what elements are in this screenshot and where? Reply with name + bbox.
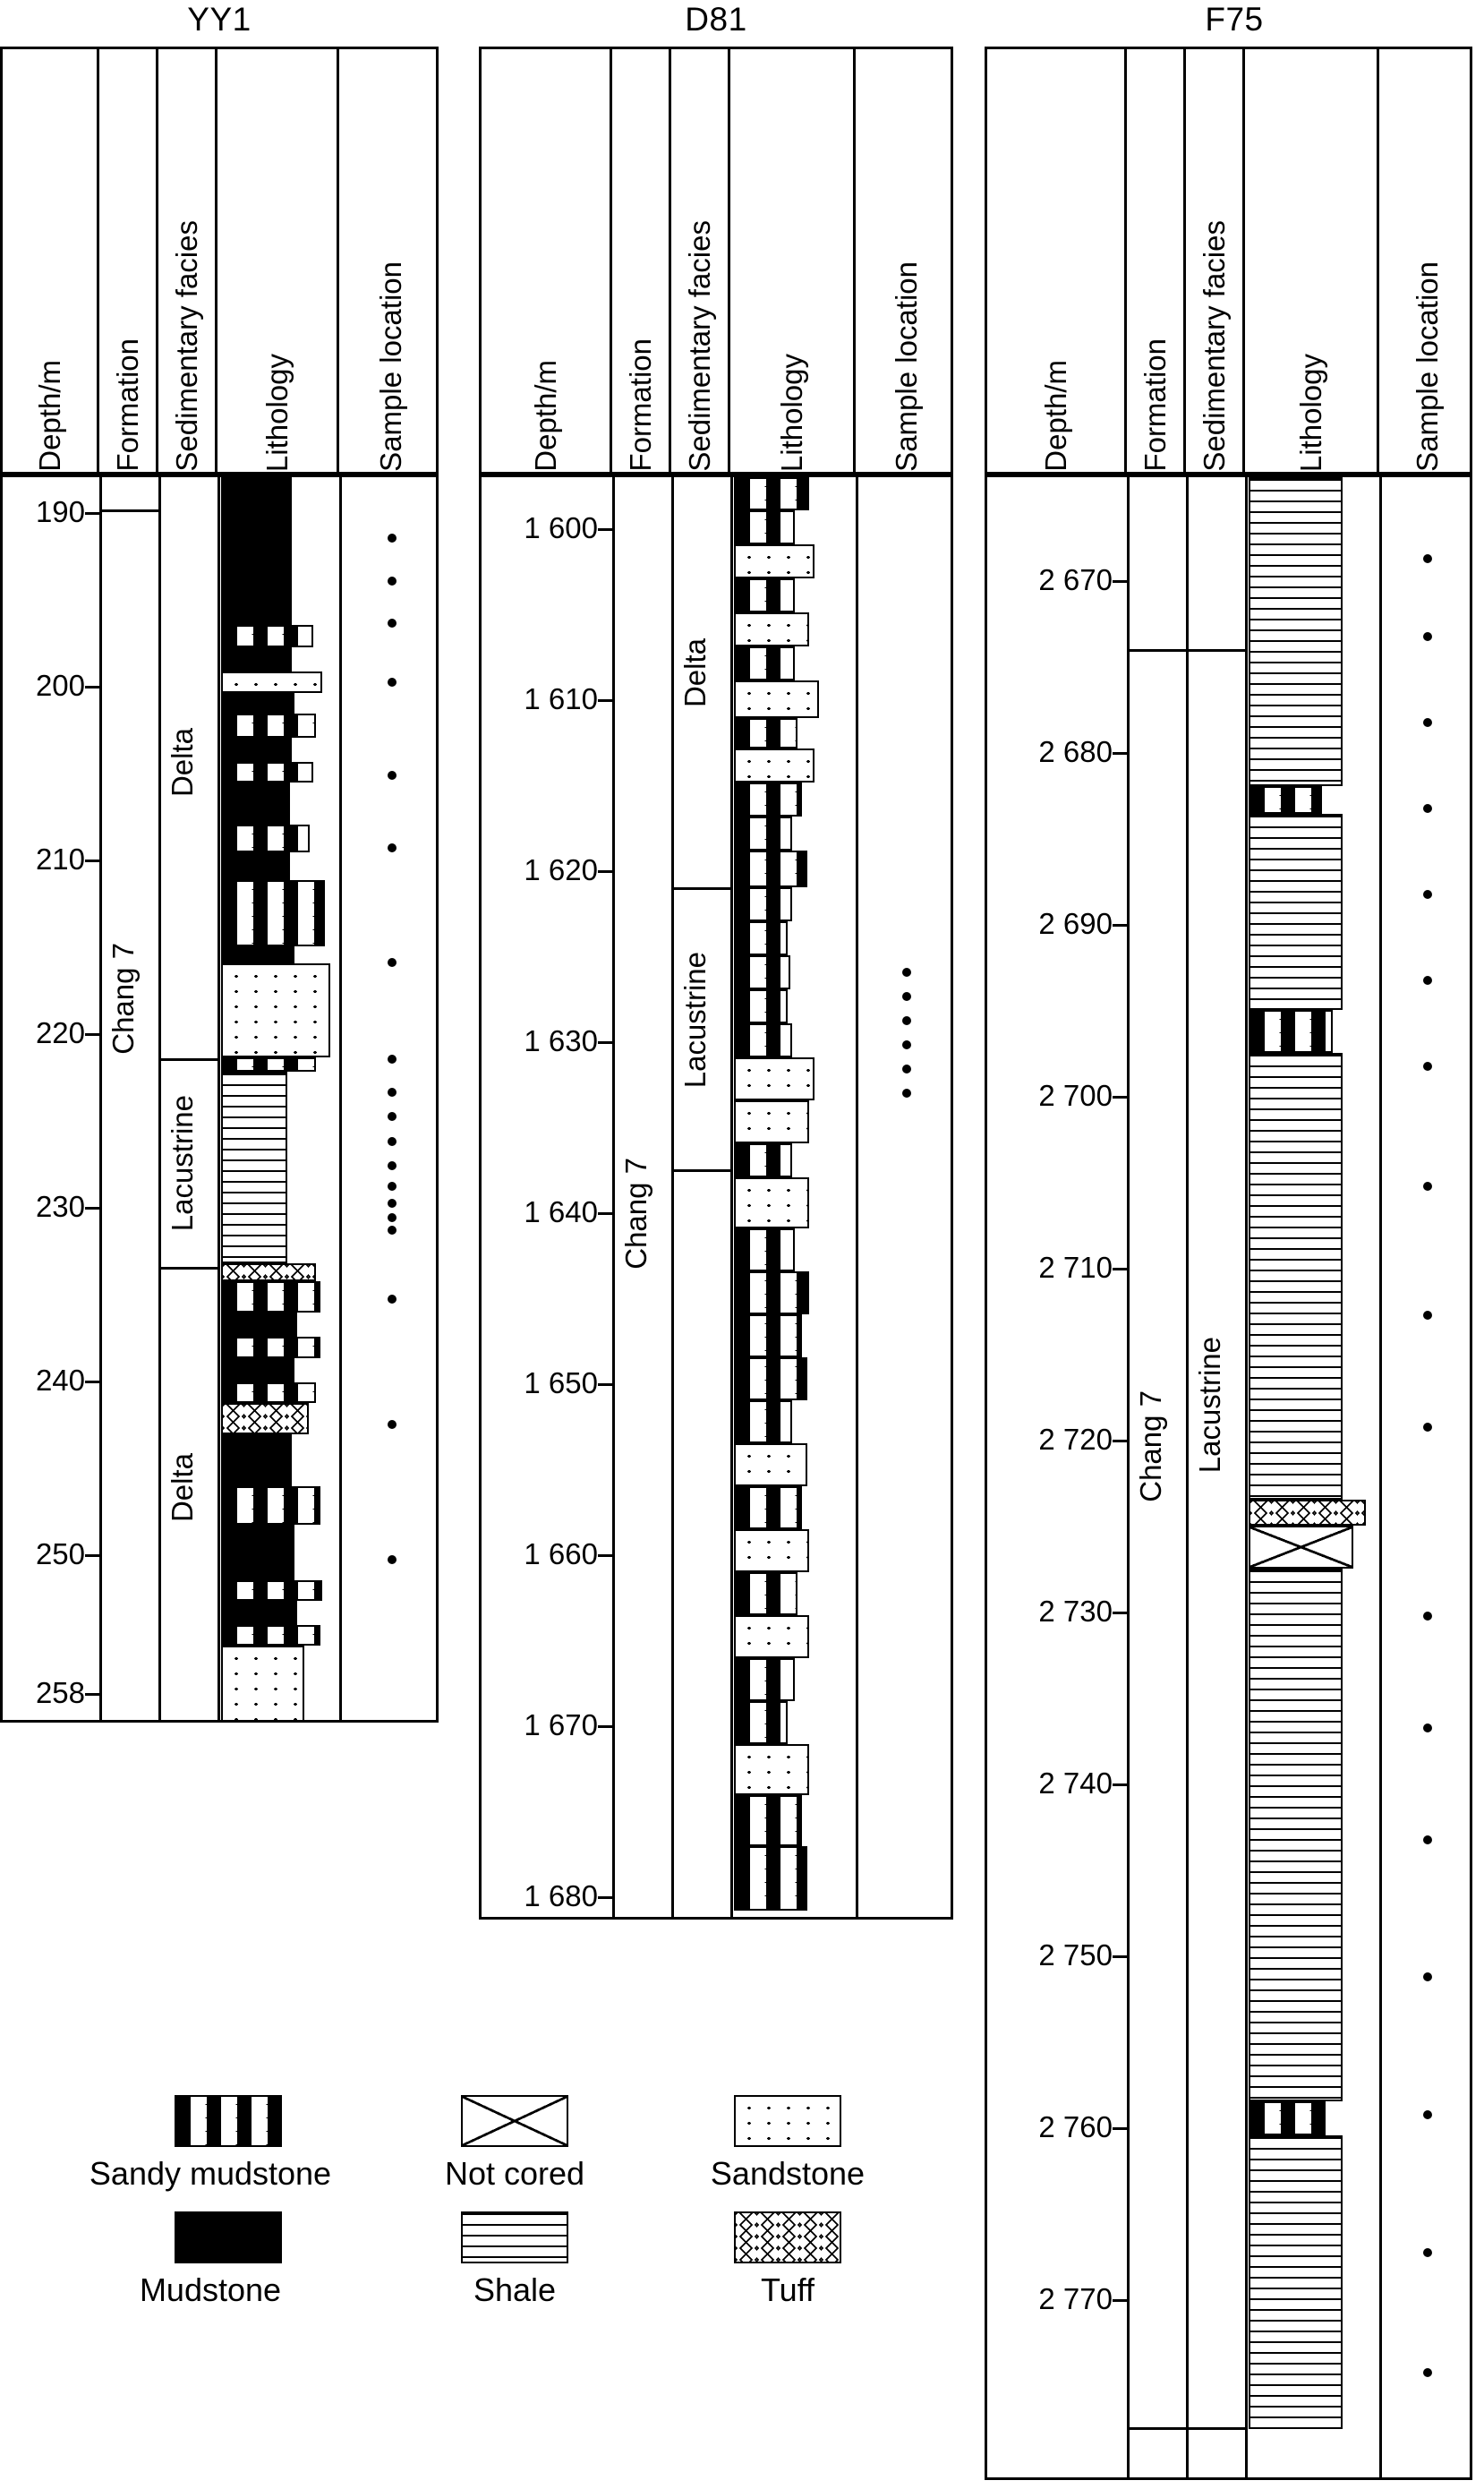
- lithology-bed: [1249, 1569, 1343, 2101]
- formation-top-line: [99, 509, 158, 512]
- header-label-sample: Sample location: [1411, 261, 1444, 472]
- header-d81: [479, 47, 953, 475]
- lithology-bed: [221, 1313, 297, 1337]
- depth-tick: [1113, 2299, 1127, 2302]
- depth-label: 2 700: [1038, 1079, 1113, 1112]
- lithology-bed: [221, 1382, 316, 1403]
- lithology-bed: [734, 1658, 795, 1701]
- sample-dot: [388, 1182, 397, 1191]
- lithology-bed: [1249, 1010, 1333, 1053]
- divider-facies-lithology: [1245, 477, 1248, 2477]
- header-label-facies: Sedimentary facies: [1198, 220, 1231, 472]
- divider-formation-facies: [158, 477, 161, 1720]
- lithology-bed: [734, 1023, 792, 1057]
- facies-label-delta-upper: Delta: [166, 728, 199, 798]
- depth-label: 1 670: [524, 1708, 598, 1741]
- header-cell-formation: [1127, 49, 1186, 472]
- depth-label: 258: [35, 1676, 85, 1709]
- depth-tick: [1113, 1955, 1127, 1958]
- lithology-bed: [221, 1625, 320, 1646]
- depth-label: 1 620: [524, 853, 598, 886]
- lithology-bed: [1249, 2101, 1326, 2135]
- sample-dot: [1423, 1423, 1432, 1432]
- lithology-bed: [734, 578, 795, 612]
- depth-label: 2 770: [1038, 2282, 1113, 2315]
- legend-swatch-mudstone: [175, 2211, 282, 2263]
- header-label-sample: Sample location: [373, 261, 407, 472]
- depth-tick: [598, 699, 612, 702]
- legend-label: Sandstone: [710, 2155, 866, 2192]
- lithology-bed: [734, 646, 795, 680]
- sample-dot: [1423, 890, 1432, 899]
- depth-tick: [85, 860, 99, 862]
- header-label-lithology: Lithology: [1294, 353, 1327, 472]
- lithology-bed: [734, 783, 802, 817]
- header-cell-lithology: [1245, 49, 1379, 472]
- lithology-bed: [221, 625, 313, 647]
- sample-dot: [388, 958, 397, 967]
- lithology-bed: [734, 718, 797, 748]
- sample-dot: [388, 534, 397, 543]
- sample-dot: [388, 1112, 397, 1121]
- legend-label: Shale: [473, 2271, 557, 2308]
- depth-tick: [1113, 752, 1127, 755]
- lithology-bed: [734, 817, 792, 851]
- depth-label: 190: [35, 495, 85, 528]
- lithology-bed: [1249, 1526, 1353, 1569]
- header-cell-sample: [1379, 49, 1475, 472]
- header-label-formation: Formation: [111, 338, 144, 472]
- facies-boundary: [158, 1058, 217, 1061]
- sample-dot: [388, 1420, 397, 1429]
- depth-tick: [85, 686, 99, 689]
- depth-tick: [598, 1896, 612, 1899]
- sample-dot: [902, 1040, 911, 1049]
- depth-tick: [85, 1033, 99, 1036]
- sample-dot: [388, 843, 397, 852]
- sample-dot: [388, 1555, 397, 1564]
- lithology-bed: [221, 1072, 287, 1263]
- sample-dot: [902, 1065, 911, 1073]
- lithology-bed: [734, 1271, 809, 1314]
- lithology-bed: [734, 989, 788, 1023]
- lithology-bed: [221, 946, 294, 963]
- header-cell-formation: [612, 49, 671, 472]
- lithology-bed: [1249, 2135, 1343, 2429]
- lithology-bed: [734, 1443, 807, 1486]
- legend-item-not-cored: [385, 2095, 644, 2211]
- lithology-bed: [734, 1143, 792, 1177]
- lithology-bed: [734, 1744, 809, 1795]
- lithology-bed: [221, 1601, 297, 1625]
- header-cell-facies: [158, 49, 217, 472]
- facies-label-delta-lower: Delta: [166, 1453, 199, 1523]
- lithology-bed: [221, 477, 292, 625]
- sample-dot: [388, 577, 397, 586]
- depth-tick: [598, 1554, 612, 1557]
- body-d81: [479, 475, 953, 1920]
- lithology-bed: [221, 825, 310, 852]
- legend-swatch-sandy-mudstone: [175, 2095, 282, 2147]
- depth-label: 220: [35, 1016, 85, 1049]
- header-cell-sample: [339, 49, 441, 472]
- sample-dot: [902, 968, 911, 977]
- depth-tick: [598, 528, 612, 531]
- legend-item-mudstone: [36, 2211, 385, 2328]
- legend-item-shale: [385, 2211, 644, 2328]
- facies-label-delta: Delta: [678, 638, 712, 708]
- lithology-bed: [221, 738, 292, 762]
- depth-label: 2 710: [1038, 1251, 1113, 1284]
- sample-dot: [1423, 632, 1432, 641]
- legend-swatch-sandstone: [734, 2095, 841, 2147]
- depth-tick: [85, 1554, 99, 1557]
- legend-item-sandstone: [644, 2095, 931, 2211]
- header-label-facies: Sedimentary facies: [683, 220, 716, 472]
- sample-dot: [388, 1137, 397, 1146]
- lithology-bed: [734, 1701, 788, 1744]
- sample-dot: [388, 1226, 397, 1235]
- sample-dot: [1423, 718, 1432, 727]
- sample-dot: [1423, 1835, 1432, 1844]
- formation-bottom-line: [1127, 2427, 1245, 2430]
- lithology-bed: [734, 1795, 802, 1846]
- header-cell-lithology: [730, 49, 856, 472]
- depth-label: 2 750: [1038, 1938, 1113, 1972]
- depth-tick: [1113, 1268, 1127, 1270]
- lithology-bed: [221, 852, 290, 880]
- depth-label: 2 690: [1038, 907, 1113, 940]
- header-label-depth: Depth/m: [33, 360, 66, 472]
- legend-item-sandy-mudstone: [36, 2095, 385, 2211]
- well-column-f75: [985, 0, 1484, 2489]
- depth-label: 2 730: [1038, 1595, 1113, 1628]
- lithology-bed: [1249, 477, 1343, 786]
- depth-label: 1 660: [524, 1537, 598, 1570]
- divider-lithology-sample: [339, 477, 342, 1720]
- sample-dot: [1423, 1062, 1432, 1071]
- depth-label: 2 680: [1038, 735, 1113, 768]
- facies-boundary: [671, 1169, 730, 1172]
- lithology-bed: [734, 1529, 809, 1572]
- lithology-bed: [221, 963, 330, 1057]
- legend: [36, 2095, 949, 2382]
- divider-lithology-sample: [856, 477, 858, 1917]
- header-cell-depth: [987, 49, 1127, 472]
- depth-tick: [1113, 1440, 1127, 1442]
- formation-label-chang7: Chang 7: [1134, 1390, 1167, 1502]
- depth-label: 2 720: [1038, 1423, 1113, 1456]
- depth-label: 1 650: [524, 1366, 598, 1399]
- lithology-bed: [734, 1100, 809, 1143]
- lithology-bed: [221, 1525, 294, 1580]
- sample-dot: [1423, 1972, 1432, 1981]
- lithology-bed: [221, 1281, 320, 1313]
- header-yy1: [0, 47, 439, 475]
- lithology-bed: [734, 887, 792, 921]
- lithology-bed: [734, 1486, 802, 1529]
- depth-tick: [598, 1725, 612, 1728]
- legend-label: Mudstone: [139, 2271, 282, 2308]
- lithology-bed: [221, 1434, 292, 1486]
- divider-facies-lithology: [730, 477, 733, 1917]
- depth-label: 240: [35, 1364, 85, 1397]
- sample-dot: [388, 678, 397, 687]
- legend-label: Tuff: [760, 2271, 815, 2308]
- lithology-bed: [221, 1358, 294, 1382]
- lithology-bed: [734, 544, 814, 578]
- facies-boundary: [158, 1267, 217, 1270]
- depth-label: 1 640: [524, 1195, 598, 1228]
- lithology-bed: [734, 1572, 797, 1615]
- lithology-bed: [734, 612, 809, 646]
- well-title-d81: D81: [685, 1, 747, 38]
- depth-label: 1 680: [524, 1879, 598, 1912]
- lithology-bed: [734, 748, 814, 783]
- lithology-bed: [734, 851, 807, 887]
- sample-dot: [1423, 1612, 1432, 1621]
- depth-label: 2 760: [1038, 2110, 1113, 2143]
- depth-label: 1 630: [524, 1024, 598, 1057]
- lithology-bed: [221, 1646, 304, 1722]
- header-cell-facies: [671, 49, 730, 472]
- lithology-bed: [734, 1314, 802, 1357]
- lithology-bed: [221, 1057, 316, 1072]
- lithology-bed: [1249, 786, 1322, 814]
- divider-facies-lithology: [217, 477, 220, 1720]
- lithology-bed: [221, 1263, 316, 1281]
- body-yy1: [0, 475, 439, 1723]
- depth-tick: [598, 1212, 612, 1215]
- lithology-bed: [734, 680, 819, 718]
- sample-dot: [1423, 1182, 1432, 1191]
- header-cell-formation: [99, 49, 158, 472]
- lithology-bed: [734, 1228, 795, 1271]
- lithology-bed: [221, 1486, 320, 1525]
- lithology-bed: [221, 1403, 309, 1434]
- sample-dot: [388, 619, 397, 628]
- depth-tick: [85, 1693, 99, 1696]
- sample-dot: [388, 1295, 397, 1304]
- lithology-bed: [221, 714, 316, 738]
- divider-formation-facies: [671, 477, 674, 1917]
- formation-label-chang7: Chang 7: [107, 943, 140, 1055]
- divider-formation-facies: [1186, 477, 1189, 2477]
- header-label-facies: Sedimentary facies: [170, 220, 203, 472]
- depth-label: 1 610: [524, 682, 598, 715]
- legend-label: Not cored: [444, 2155, 585, 2192]
- depth-tick: [85, 512, 99, 515]
- lithology-bed: [734, 1615, 809, 1658]
- lithology-bed: [221, 762, 313, 783]
- lithology-bed: [221, 1337, 320, 1358]
- depth-tick: [1113, 924, 1127, 927]
- header-cell-depth: [3, 49, 99, 472]
- legend-swatch-not-cored: [461, 2095, 568, 2147]
- header-cell-facies: [1186, 49, 1245, 472]
- header-f75: [985, 47, 1472, 475]
- divider-depth-formation: [1127, 477, 1130, 2477]
- depth-label: 1 600: [524, 511, 598, 544]
- sample-dot: [902, 1089, 911, 1098]
- sample-dot: [1423, 1311, 1432, 1320]
- sample-dot: [902, 1016, 911, 1025]
- divider-depth-formation: [99, 477, 102, 1720]
- legend-swatch-tuff: [734, 2211, 841, 2263]
- depth-tick: [598, 1041, 612, 1044]
- sample-dot: [1423, 804, 1432, 813]
- divider-depth-formation: [612, 477, 615, 1917]
- legend-label: Sandy mudstone: [89, 2155, 332, 2192]
- lithology-bed: [221, 671, 322, 693]
- header-label-sample: Sample location: [889, 261, 923, 472]
- lithology-bed: [221, 783, 290, 825]
- lithology-bed: [734, 955, 790, 989]
- lithology-bed: [734, 510, 795, 544]
- sample-dot: [1423, 2110, 1432, 2119]
- lithology-bed: [734, 1177, 809, 1228]
- divider-lithology-sample: [1379, 477, 1382, 2477]
- header-label-lithology: Lithology: [775, 353, 808, 472]
- sample-dot: [1423, 2368, 1432, 2377]
- body-f75: [985, 475, 1472, 2480]
- lithology-bed: [1249, 1053, 1343, 1500]
- depth-tick: [598, 1383, 612, 1386]
- header-label-formation: Formation: [1139, 338, 1172, 472]
- depth-tick: [1113, 1612, 1127, 1614]
- depth-tick: [1113, 2127, 1127, 2130]
- well-column-d81: [479, 0, 953, 1952]
- formation-top-line: [1127, 649, 1245, 652]
- lithology-bed: [734, 1357, 807, 1400]
- sample-dot: [1423, 2248, 1432, 2257]
- lithology-bed: [734, 477, 809, 510]
- sample-dot: [388, 1199, 397, 1208]
- well-column-yy1: [0, 0, 439, 1755]
- facies-label-lacustrine: Lacustrine: [678, 952, 712, 1089]
- lithology-bed: [1249, 814, 1343, 1010]
- header-cell-depth: [482, 49, 612, 472]
- sample-dot: [388, 1161, 397, 1170]
- lithology-bed: [221, 647, 292, 671]
- well-title-yy1: YY1: [187, 1, 252, 38]
- header-cell-sample: [856, 49, 956, 472]
- sample-dot: [388, 1055, 397, 1064]
- lithology-bed: [734, 1057, 814, 1100]
- depth-label: 2 740: [1038, 1766, 1113, 1800]
- sample-dot: [1423, 976, 1432, 985]
- facies-boundary: [671, 887, 730, 890]
- well-title-f75: F75: [1205, 1, 1264, 38]
- depth-tick: [85, 1207, 99, 1210]
- lithology-bed: [734, 1400, 792, 1443]
- legend-swatch-shale: [461, 2211, 568, 2263]
- depth-label: 250: [35, 1537, 85, 1570]
- depth-label: 200: [35, 669, 85, 702]
- header-label-depth: Depth/m: [529, 360, 562, 472]
- depth-label: 230: [35, 1190, 85, 1223]
- sample-dot: [388, 1213, 397, 1222]
- legend-item-tuff: [644, 2211, 931, 2328]
- facies-label-lacustrine: Lacustrine: [1193, 1337, 1226, 1474]
- lithology-bed: [734, 1846, 807, 1911]
- lithology-bed: [734, 921, 788, 955]
- depth-tick: [598, 870, 612, 873]
- header-cell-lithology: [217, 49, 339, 472]
- lithology-bed: [221, 880, 325, 946]
- sample-dot: [902, 992, 911, 1001]
- lithology-bed: [221, 693, 294, 714]
- sample-dot: [1423, 554, 1432, 563]
- sample-dot: [388, 771, 397, 780]
- header-label-depth: Depth/m: [1039, 360, 1072, 472]
- sample-dot: [388, 1088, 397, 1097]
- depth-tick: [85, 1381, 99, 1383]
- depth-label: 2 670: [1038, 563, 1113, 596]
- depth-tick: [1113, 580, 1127, 583]
- depth-tick: [1113, 1096, 1127, 1099]
- lithology-bed: [1249, 1500, 1366, 1526]
- lithology-bed: [221, 1580, 322, 1601]
- sample-dot: [1423, 1723, 1432, 1732]
- header-label-formation: Formation: [624, 338, 657, 472]
- formation-label-chang7: Chang 7: [619, 1158, 652, 1270]
- depth-tick: [1113, 1783, 1127, 1786]
- header-label-lithology: Lithology: [260, 353, 294, 472]
- facies-label-lacustrine: Lacustrine: [166, 1095, 199, 1232]
- depth-label: 210: [35, 842, 85, 876]
